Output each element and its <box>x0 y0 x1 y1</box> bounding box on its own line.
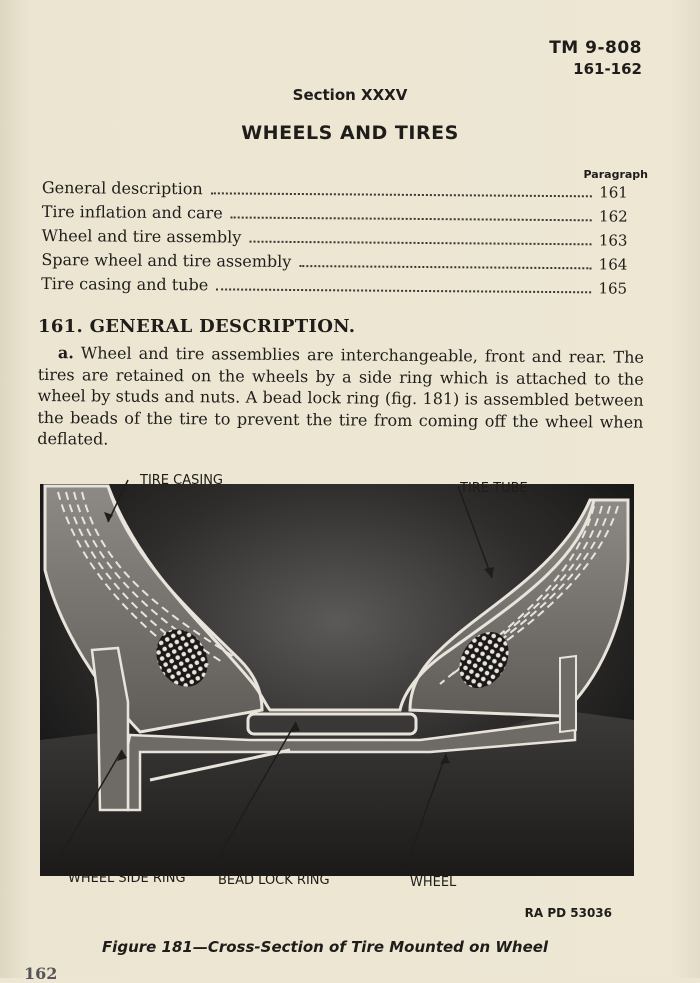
toc-entry-label: Spare wheel and tire assembly <box>41 249 292 271</box>
leader-dots <box>231 216 592 221</box>
toc-entry-label: Tire inflation and care <box>41 201 223 223</box>
paragraph-text: Wheel and tire assemblies are interchangeable, front and rear. The tires are retained on the wheels by a side ring which is attached to the wheel by studs and nuts. A bead lock ring (fig. 181) is assembled between the beads of the tire to prevent the tire from coming off the wheel when deflated. <box>37 343 644 449</box>
label-wheel: WHEEL <box>410 875 457 890</box>
toc-entry <box>41 274 627 303</box>
toc-column-header: Paragraph <box>583 168 648 181</box>
toc-entry-label: General description <box>41 178 203 199</box>
page-range: 161-162 <box>573 60 642 78</box>
page-number: 162 <box>24 964 58 983</box>
leader-dots <box>249 241 591 246</box>
section-title: WHEELS AND TIRES <box>241 122 459 144</box>
figure-caption: Figure 181—Cross-Section of Tire Mounted on Wheel <box>101 938 549 956</box>
leader-dots <box>299 265 591 269</box>
toc-entry-number: 163 <box>598 231 628 250</box>
table-of-contents <box>41 178 628 303</box>
section-label: Section XXXV <box>292 86 408 104</box>
toc-entry-number: 162 <box>599 207 628 226</box>
label-wheel-side-ring: WHEEL SIDE RING <box>68 871 186 886</box>
manual-number: TM 9-808 <box>549 38 642 58</box>
article-paragraph <box>37 342 644 454</box>
toc-entry-number: 161 <box>599 183 628 202</box>
manual-reference <box>549 38 642 78</box>
label-tire-casing: TIRE CASING <box>140 473 224 488</box>
label-bead-lock-ring: BEAD LOCK RING <box>218 873 330 888</box>
leader-dots <box>211 192 592 197</box>
toc-entry-label: Wheel and tire assembly <box>41 225 242 247</box>
right-rim-flange <box>560 656 576 732</box>
toc-entry-number: 165 <box>598 279 628 298</box>
toc-entry-label: Tire casing and tube <box>41 273 209 295</box>
article-heading: 161. GENERAL DESCRIPTION. <box>38 316 356 337</box>
label-tire-tube: TIRE TUBE <box>460 481 528 496</box>
toc-entry-number: 164 <box>598 255 628 274</box>
figure-reference: RA PD 53036 <box>524 906 612 920</box>
leader-dots <box>216 288 591 293</box>
bead-lock-ring <box>248 714 416 734</box>
paragraph-marker: a. <box>57 343 74 363</box>
tire-cross-section-figure <box>0 470 700 910</box>
